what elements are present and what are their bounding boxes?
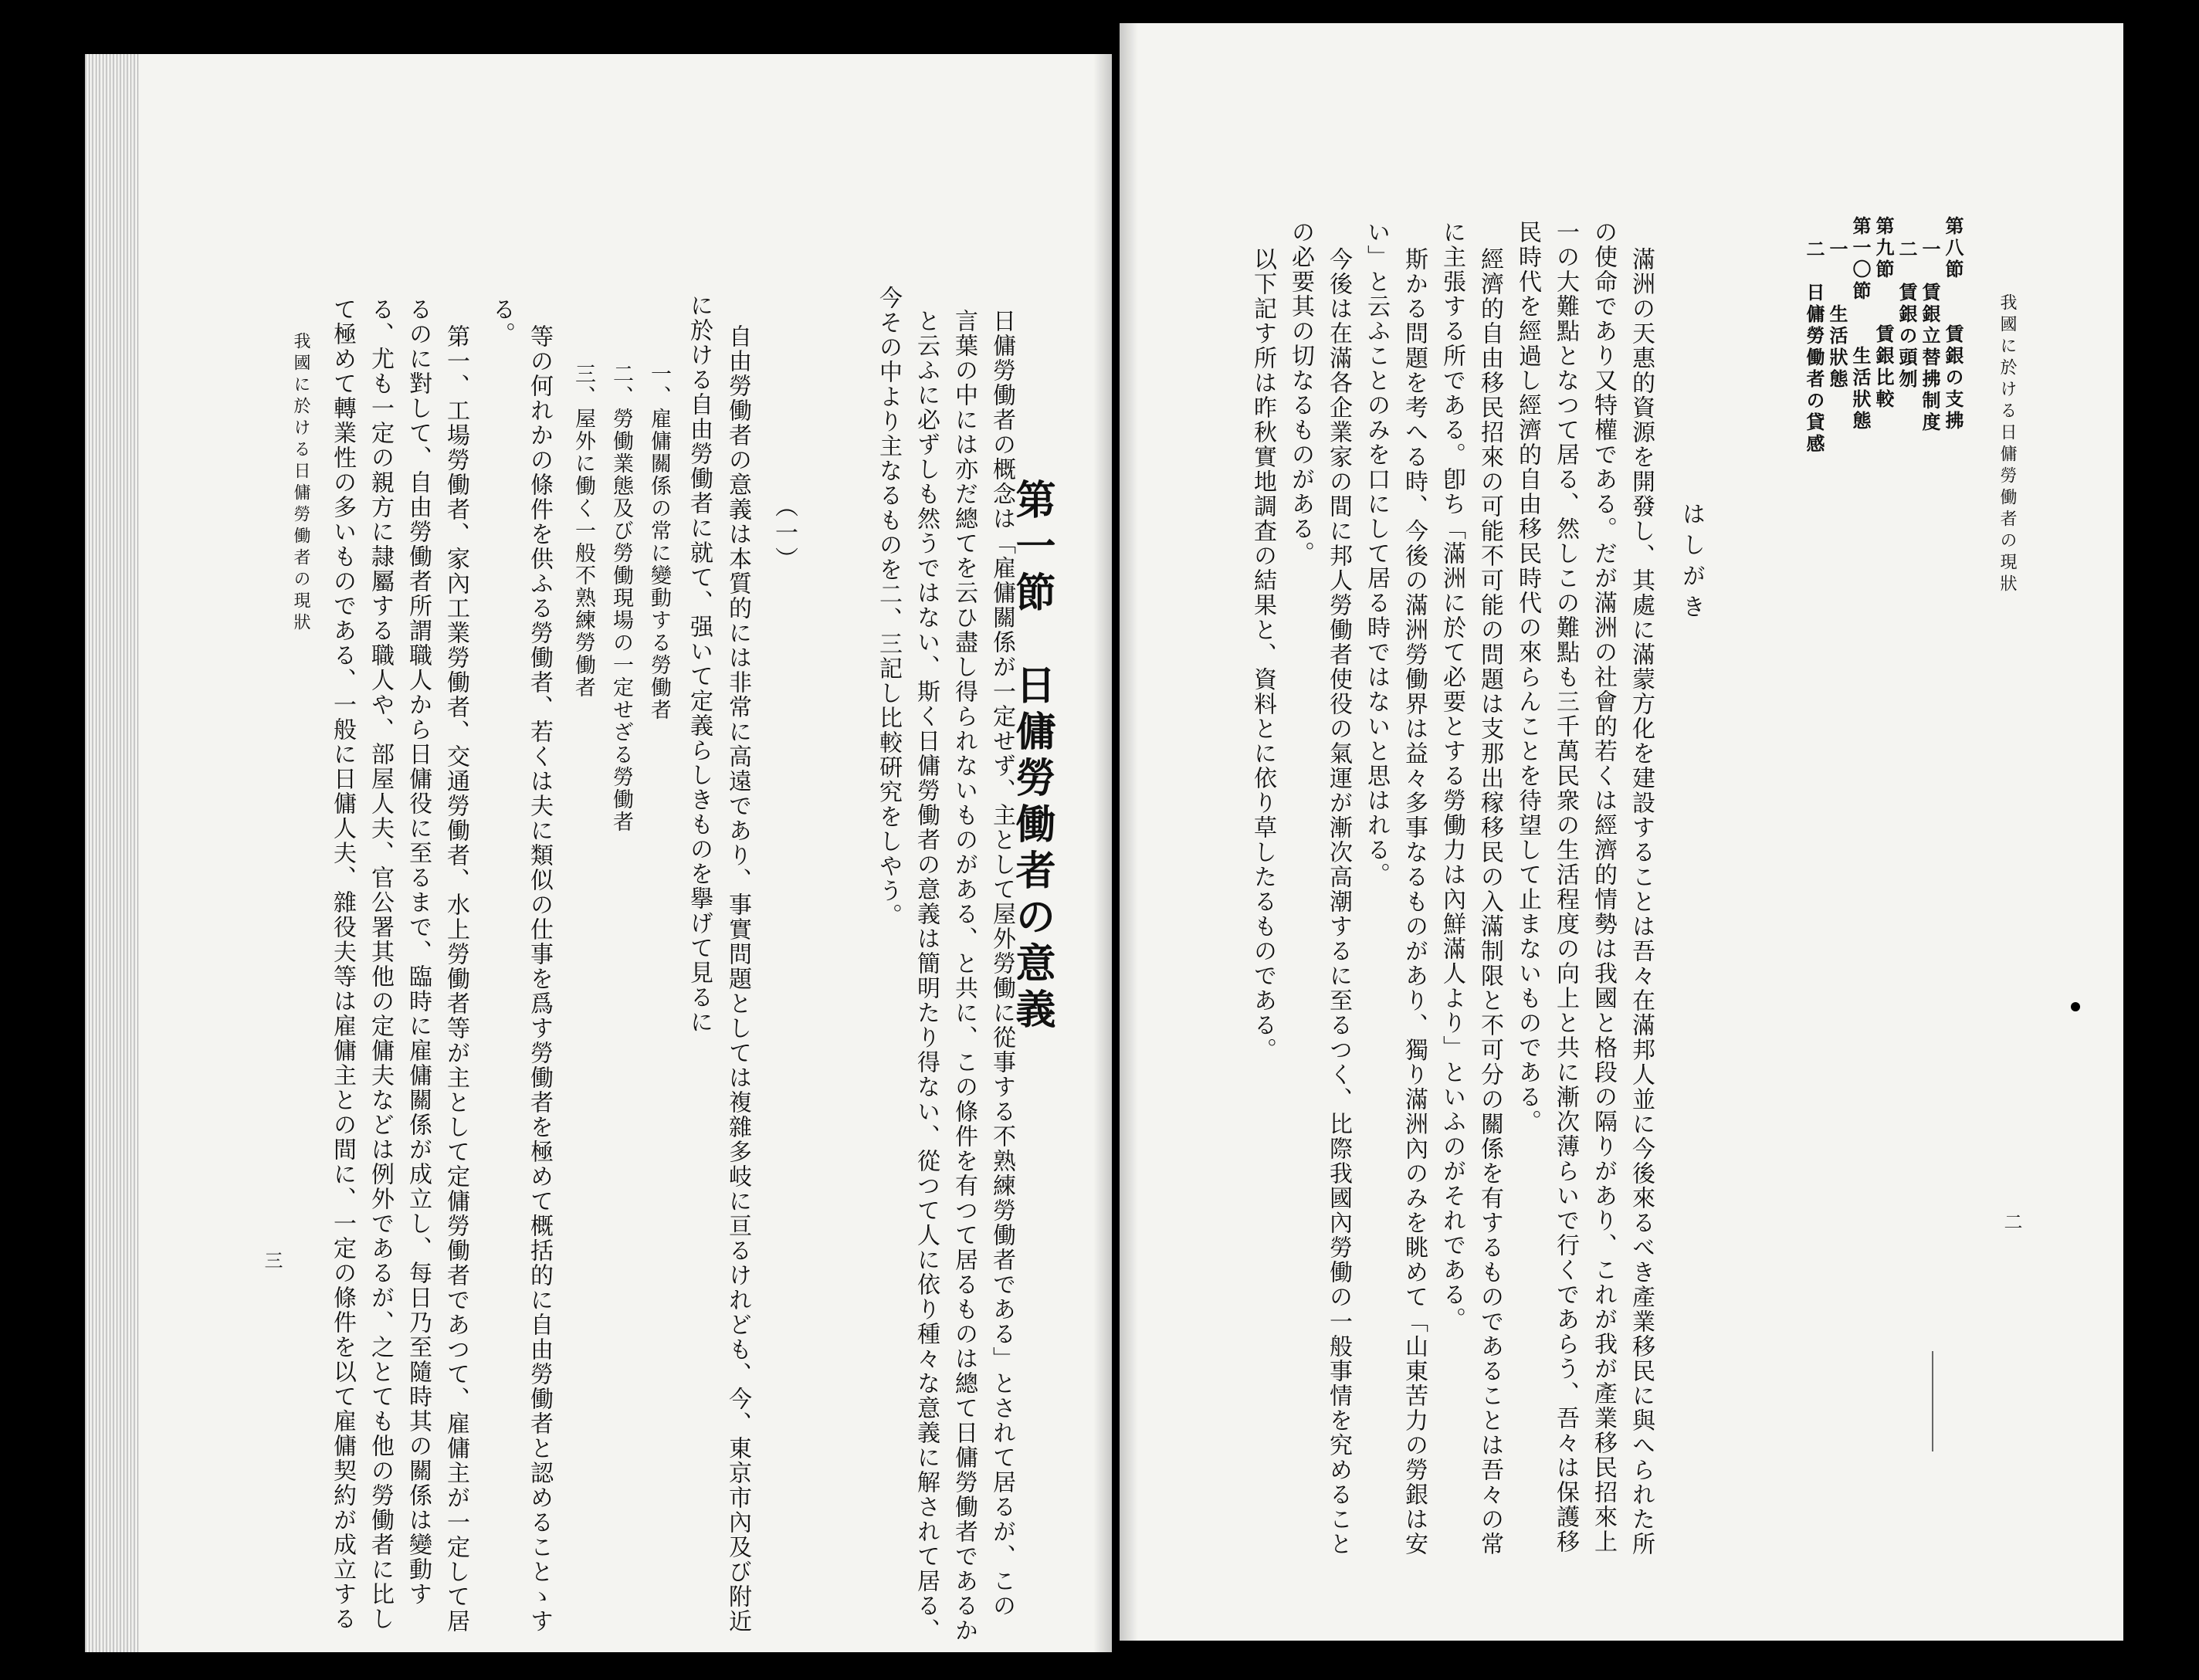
body-line: 一の大難點となつて居る、然しこの難點も三千萬民衆の生活程度の向上と共に漸次薄らいで行くであらう、吾々は保護移 (1552, 220, 1579, 1554)
toc-entry: 二 日傭勞働者の貸感 (1803, 239, 1825, 456)
body-line: 滿洲の天惠的資源を開發し、其處に滿蒙方化を建設することは吾々在滿邦人並に今後來るべき產業移民に與へられた所 (1628, 247, 1655, 1556)
toc-entry: 一 賃銀立替拂制度 (1919, 239, 1941, 434)
list-item: 三、屋外に働く一般不熟練勞働者 (571, 363, 595, 699)
body-line: るのに對して、自由勞働者所謂職人から日傭役に至るまで、臨時に雇傭關係が成立し、每日乃至隨時其の關係は變動す (405, 297, 432, 1607)
body-line: 等の何れかの條件を供ふる勞働者、若くは夫に類似の仕事を爲す勞働者を極めて概括的に自由勞働者と認めることゝす (526, 324, 553, 1634)
body-line: 言葉の中には亦だ總てを云ひ盡し得られないものがある、と共に、この條件を有つて居るものは總て日傭勞働者であるか (950, 309, 978, 1643)
right-page (1120, 23, 2123, 1641)
body-line: る、尤も一定の親方に隷屬する職人や、部屋人夫、官公署其他の定傭夫などは例外であるが、之とても他の勞働者に比し (367, 297, 394, 1631)
body-line: 民時代を經過し經濟的自由移民時代の來らんことを待望して止まないものである。 (1514, 220, 1541, 1134)
preface-heading: はしがき (1678, 502, 1705, 625)
toc-entry: 第八節 賃銀の支拂 (1942, 216, 1964, 432)
list-item: 二、勞働業態及び勞働現場の一定せざる勞働者 (609, 363, 633, 833)
gutter-shadow (1093, 54, 1112, 1652)
body-line: 斯かる問題を考へる時、今後の滿洲勞働界は益々多事なるものがあり、獨り滿洲內のみを眺めて「山東苦力の勞銀は安 (1401, 247, 1428, 1556)
body-line: の使命であり又特權である。だが滿洲の社會的若くは經濟的情勢は我國と格段の隔りがあり、これが我が產業移民招來上 (1590, 220, 1617, 1554)
body-line: 日傭勞働者の概念は「雇傭關係が一定せず、主として屋外勞働に從事する不熟練勞働者である」とされて居るが、この (988, 309, 1015, 1618)
body-line: 經濟的自由移民招來の可能不可能の問題は支那出稼移民の入滿制限と不可分の關係を有するものであることは吾々の常 (1476, 247, 1503, 1556)
scan-rule (1932, 1351, 1933, 1451)
section-title: 第一節 日傭勞働者の意義 (1008, 479, 1055, 1035)
toc-entry: 二 賃銀の頭刎 (1896, 239, 1918, 391)
body-line: る。 (488, 297, 515, 347)
body-line: 以下記す所は昨秋實地調査の結果と、資料とに依り草したるものである。 (1249, 247, 1276, 1062)
subsection-number: （一） (771, 494, 798, 573)
list-item: 一、雇傭關係の常に變動する勞働者 (647, 363, 671, 721)
body-line: に主張する所である。卽ち「滿洲に於て必要とする勞働力は內鮮滿人より」といふのがそれである。 (1438, 220, 1465, 1332)
toc-entry: 第一〇節 生活狀態 (1849, 216, 1872, 432)
body-line: 自由勞働者の意義は本質的には非常に高遠であり、事實問題としては複雜多岐に亘るけれども、今、東京市內及び附近 (724, 324, 751, 1634)
toc-entry: 一 生活狀態 (1826, 239, 1848, 391)
running-head: 我國に於ける日傭勞働者の現狀 (1997, 293, 2017, 596)
page-number: 三 (261, 1251, 283, 1269)
body-line: と云ふに必ずしも然うではない、斯く日傭勞働者の意義は簡明たり得ない、從つて人に依り種々な意義に解されて居る、 (913, 309, 940, 1643)
gutter-shadow (1120, 23, 1138, 1641)
body-line: て極めて轉業性の多いものである、一般に日傭人夫、雜役夫等は雇傭主との間に、一定の條件を以て雇傭契約が成立する (329, 297, 356, 1631)
body-line: の必要其の切なるものがある。 (1287, 220, 1314, 566)
page-number: 二 (2001, 1212, 2022, 1231)
body-line: い」と云ふことのみを口にして居る時ではないと思はれる。 (1363, 220, 1390, 887)
toc-entry: 第九節 賃銀比較 (1872, 216, 1895, 411)
body-line: 第一、工場勞働者、家內工業勞働者、交通勞働者、水上勞働者等が主として定傭勞働者であつて、雇傭主が一定して居 (442, 324, 469, 1634)
body-line: 今その中より主なるものを二、三記し比較硏究をしやう。 (875, 286, 902, 928)
page-edge-stack (85, 54, 139, 1652)
running-foot: 我國に於ける日傭勞働者の現狀 (291, 332, 310, 635)
left-page (85, 54, 1112, 1652)
ink-speck (2071, 1002, 2080, 1011)
body-line: 今後は在滿各企業家の間に邦人勞働者使役の氣運が漸次高潮するに至るつく、比際我國內勞働の一般事情を究めること (1325, 247, 1352, 1556)
body-line: に於ける自由勞働者に就て、强いて定義らしきものを擧げて見るに (686, 293, 713, 1035)
